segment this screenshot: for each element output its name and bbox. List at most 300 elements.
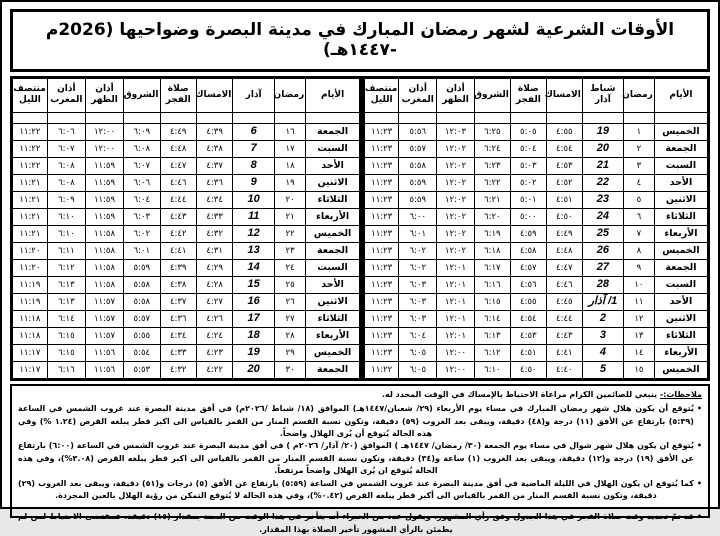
dhuhr-cell: ١١:٥٧ — [85, 327, 123, 344]
fajr-cell: ٤:٥٦ — [510, 276, 546, 293]
midnight-cell: ١١:٢٣ — [365, 191, 399, 208]
maghrib-cell: ٦:٠٢ — [399, 259, 437, 276]
dhuhr-cell: ١٢:٠٠ — [85, 123, 123, 140]
maghrib-cell: ٥:٥٩ — [399, 174, 437, 191]
table-row — [365, 293, 708, 310]
maghrib-cell: ٦:٠٢ — [399, 242, 437, 259]
maghrib-cell: ٦:٠٨ — [47, 157, 85, 174]
midnight-cell: ١١:٢٣ — [365, 242, 399, 259]
fajr-cell: ٤:٣٩ — [160, 259, 196, 276]
maghrib-cell: ٦:١٢ — [47, 259, 85, 276]
gregorian-date-cell: 19 — [233, 344, 275, 361]
bullet-icon: • — [696, 404, 702, 414]
page-title — [10, 9, 710, 72]
spacer-cell — [365, 112, 399, 123]
table-row — [365, 259, 708, 276]
header-row — [365, 78, 708, 112]
dhuhr-cell: ١٢:٠٠ — [437, 344, 475, 361]
fajr-cell: ٤:٥٧ — [510, 259, 546, 276]
maghrib-cell: ٦:٠٤ — [399, 327, 437, 344]
table-row — [365, 123, 708, 140]
table-row — [13, 157, 360, 174]
day-cell: الأحد — [306, 276, 360, 293]
dhuhr-cell: ١٢:٠٢ — [437, 191, 475, 208]
sunrise-cell: ٦:٠٧ — [124, 157, 160, 174]
gregorian-date-cell: 8 — [233, 157, 275, 174]
maghrib-cell: ٦:١١ — [47, 242, 85, 259]
ramadan-day-cell: ٢٦ — [274, 293, 305, 310]
midnight-cell: ١١:٢١ — [13, 225, 48, 242]
sunrise-cell: ٦:١٩ — [474, 225, 510, 242]
sunrise-cell: ٦:٠٢ — [124, 225, 160, 242]
column-header: رمضان — [623, 78, 654, 112]
imsak-cell: ٤:٤١ — [546, 344, 582, 361]
midnight-cell: ١١:٢٣ — [365, 276, 399, 293]
midnight-cell: ١١:٢٣ — [365, 157, 399, 174]
fajr-cell: ٤:٤٣ — [160, 208, 196, 225]
ramadan-day-cell: ١٠ — [623, 276, 654, 293]
ramadan-day-cell: ٢١ — [274, 208, 305, 225]
midnight-cell: ١١:١٩ — [13, 293, 48, 310]
imsak-cell: ٤:٤٤ — [546, 310, 582, 327]
dhuhr-cell: ١١:٥٨ — [85, 225, 123, 242]
dhuhr-cell: ١٢:٠١ — [437, 259, 475, 276]
maghrib-cell: ٦:٠٥ — [399, 361, 437, 378]
maghrib-cell: ٥:٥٦ — [399, 123, 437, 140]
ramadan-day-cell: ٥ — [623, 191, 654, 208]
fajr-cell: ٥:٠٢ — [510, 174, 546, 191]
midnight-cell: ١١:٢٣ — [365, 293, 399, 310]
table-left-half — [12, 78, 360, 379]
gregorian-date-cell: 14 — [233, 259, 275, 276]
spacer-cell — [437, 112, 475, 123]
column-header: الشروق — [474, 78, 510, 112]
table-row — [13, 276, 360, 293]
imsak-cell: ٤:٣٧ — [196, 157, 232, 174]
dhuhr-cell: ١١:٥٨ — [85, 259, 123, 276]
ramadan-day-cell: ٨ — [623, 242, 654, 259]
day-cell: الخميس — [654, 242, 707, 259]
column-header: شباط آذار — [582, 78, 623, 112]
notes-heading — [18, 389, 702, 401]
sunrise-cell: ٦:١٨ — [474, 242, 510, 259]
midnight-cell: ١١:٢٣ — [365, 123, 399, 140]
bullet-icon: • — [696, 441, 702, 451]
sunrise-cell: ٦:١٥ — [474, 293, 510, 310]
gregorian-date-cell: 23 — [582, 191, 623, 208]
sunrise-cell: ٥:٥٥ — [124, 327, 160, 344]
spacer-cell — [274, 112, 305, 123]
sunrise-cell: ٥:٥٧ — [124, 310, 160, 327]
fajr-cell: ٥:٠٣ — [510, 157, 546, 174]
dhuhr-cell: ١١:٥٩ — [85, 174, 123, 191]
dhuhr-cell: ١٢:٠٠ — [85, 140, 123, 157]
column-header: صلاة الفجر — [160, 78, 196, 112]
table-row — [365, 208, 708, 225]
dhuhr-cell: ١١:٥٦ — [85, 344, 123, 361]
spacer-cell — [85, 112, 123, 123]
day-cell: الخميس — [306, 225, 360, 242]
maghrib-cell: ٦:٠٠ — [399, 208, 437, 225]
maghrib-cell: ٦:٠٣ — [399, 293, 437, 310]
note-item — [18, 440, 702, 477]
spacer-cell — [399, 112, 437, 123]
table-row — [13, 293, 360, 310]
ramadan-day-cell: ١٤ — [623, 344, 654, 361]
ramadan-day-cell: ١٨ — [274, 157, 305, 174]
sunrise-cell: ٦:١٣ — [474, 327, 510, 344]
ramadan-day-cell: ٤ — [623, 174, 654, 191]
gregorian-date-cell: 13 — [233, 242, 275, 259]
gregorian-date-cell: 20 — [582, 140, 623, 157]
midnight-cell: ١١:٢٠ — [13, 259, 48, 276]
midnight-cell: ١١:٢٠ — [13, 242, 48, 259]
imsak-cell: ٤:٢٩ — [196, 259, 232, 276]
table-row — [13, 327, 360, 344]
sunrise-cell: ٦:١٠ — [474, 361, 510, 378]
imsak-cell: ٤:٣٦ — [196, 174, 232, 191]
column-header: آذار — [233, 78, 275, 112]
maghrib-cell: ٦:١٤ — [47, 310, 85, 327]
maghrib-cell: ٥:٥٧ — [399, 140, 437, 157]
spacer-cell — [306, 112, 360, 123]
table-row — [13, 344, 360, 361]
table-row — [13, 361, 360, 378]
day-cell: الاثنين — [654, 191, 707, 208]
column-header: منتصف الليل — [365, 78, 399, 112]
spacer-cell — [47, 112, 85, 123]
day-cell: الجمعة — [306, 361, 360, 378]
midnight-cell: ١١:١٩ — [13, 276, 48, 293]
day-cell: الأحد — [654, 174, 707, 191]
day-cell: الاثنين — [654, 310, 707, 327]
column-header: الامساك — [196, 78, 232, 112]
table-row — [13, 259, 360, 276]
table-row — [365, 344, 708, 361]
sunrise-cell: ٥:٥٨ — [124, 276, 160, 293]
spacer-cell — [623, 112, 654, 123]
ramadan-day-cell: ١٢ — [623, 310, 654, 327]
imsak-cell: ٤:٥٤ — [546, 140, 582, 157]
sunrise-cell: ٥:٥٤ — [124, 344, 160, 361]
fajr-cell: ٥:٠٤ — [510, 140, 546, 157]
midnight-cell: ١١:٢٣ — [365, 327, 399, 344]
page-title-text: الأوقات الشرعية لشهر رمضان المبارك في مدينة البصرة وضواحيها (2026م -١٤٤٧هـ) — [45, 20, 675, 61]
fajr-cell: ٤:٥٠ — [510, 361, 546, 378]
imsak-cell: ٤:٣٤ — [196, 191, 232, 208]
ramadan-day-cell: ١٥ — [623, 361, 654, 378]
midnight-cell: ١١:٢٢ — [13, 140, 48, 157]
ramadan-day-cell: ٦ — [623, 208, 654, 225]
imsak-cell: ٤:٥٣ — [546, 157, 582, 174]
midnight-cell: ١١:٢٣ — [365, 310, 399, 327]
midnight-cell: ١١:٢١ — [13, 208, 48, 225]
column-header: أذان المغرب — [399, 78, 437, 112]
gregorian-date-cell: 12 — [233, 225, 275, 242]
sunrise-cell: ٦:٢٠ — [474, 208, 510, 225]
midnight-cell: ١١:١٧ — [13, 344, 48, 361]
sunrise-cell: ٦:١٦ — [474, 276, 510, 293]
maghrib-cell: ٥:٥٨ — [399, 157, 437, 174]
gregorian-date-cell: 1/ آذار — [582, 293, 623, 310]
imsak-cell: ٤:٥٥ — [546, 123, 582, 140]
gregorian-date-cell: 25 — [582, 225, 623, 242]
ramadan-day-cell: ٢٥ — [274, 276, 305, 293]
sunrise-cell: ٦:٠٩ — [124, 123, 160, 140]
imsak-cell: ٤:٤٦ — [546, 276, 582, 293]
imsak-cell: ٤:٢٨ — [196, 276, 232, 293]
fajr-cell: ٤:٥٤ — [510, 310, 546, 327]
maghrib-cell: ٦:١٣ — [47, 293, 85, 310]
sunrise-cell: ٦:١٧ — [474, 259, 510, 276]
column-header: منتصف الليل — [13, 78, 48, 112]
imsak-cell: ٤:٤٥ — [546, 293, 582, 310]
fajr-cell: ٤:٥٩ — [510, 225, 546, 242]
midnight-cell: ١١:١٧ — [13, 361, 48, 378]
sunrise-cell: ٥:٥٩ — [124, 259, 160, 276]
sunrise-cell: ٦:٢٢ — [474, 174, 510, 191]
maghrib-cell: ٦:١٦ — [47, 361, 85, 378]
gregorian-date-cell: 26 — [582, 242, 623, 259]
midnight-cell: ١١:٢٣ — [365, 259, 399, 276]
gregorian-date-cell: 19 — [582, 123, 623, 140]
sunrise-cell: ٦:١٢ — [474, 344, 510, 361]
dhuhr-cell: ١٢:٠٢ — [437, 174, 475, 191]
gregorian-date-cell: 28 — [582, 276, 623, 293]
fajr-cell: ٤:٥٥ — [510, 293, 546, 310]
notes-intro: ينبغي للصائمين الكرام مراعاة الاحتياط بالإمساك في الوقت المحدد له. — [382, 389, 658, 399]
dhuhr-cell: ١٢:٠٠ — [437, 361, 475, 378]
fajr-cell: ٤:٤٨ — [160, 140, 196, 157]
dhuhr-cell: ١٢:٠٢ — [437, 140, 475, 157]
fajr-cell: ٤:٥٨ — [510, 242, 546, 259]
note-text: قد تمّ تحديد وقت صلاة الفجر في هذا الجدول وفق رأي المشهور، ويقول عدد من الخبراء أنه يتأخر في هذا الوقت من السنة بمقدار (١٥) دقيقة، فمقتضى الاحتياط لمن لم يطمئن بالرأي المشهور تأخير الصلاة بهذا المقدار. — [18, 512, 694, 534]
sunrise-cell: ٥:٥٣ — [124, 361, 160, 378]
midnight-cell: ١١:١٨ — [13, 310, 48, 327]
day-cell: الأربعاء — [306, 208, 360, 225]
day-cell: الأحد — [306, 157, 360, 174]
maghrib-cell: ٦:١٥ — [47, 344, 85, 361]
table-row — [365, 242, 708, 259]
day-cell: الأربعاء — [654, 344, 707, 361]
day-cell: الجمعة — [306, 123, 360, 140]
sunrise-cell: ٦:٠٨ — [124, 140, 160, 157]
imsak-cell: ٤:٢٤ — [196, 327, 232, 344]
imsak-cell: ٤:٥٢ — [546, 174, 582, 191]
ramadan-day-cell: ٧ — [623, 225, 654, 242]
ramadan-day-cell: ١ — [623, 123, 654, 140]
gregorian-date-cell: 4 — [582, 344, 623, 361]
gregorian-date-cell: 24 — [582, 208, 623, 225]
day-cell: السبت — [306, 140, 360, 157]
midnight-cell: ١١:٢٣ — [365, 344, 399, 361]
fajr-cell: ٤:٤٢ — [160, 225, 196, 242]
day-cell: السبت — [654, 157, 707, 174]
fajr-cell: ٥:٠٥ — [510, 123, 546, 140]
day-cell: الخميس — [306, 344, 360, 361]
table-right-half — [360, 78, 708, 379]
table-row — [13, 242, 360, 259]
spacer-cell — [546, 112, 582, 123]
imsak-cell: ٤:٣٢ — [196, 225, 232, 242]
day-cell: الثلاثاء — [654, 327, 707, 344]
table-row — [365, 191, 708, 208]
notes-label: ملاحظات:- — [659, 389, 702, 399]
gregorian-date-cell: 20 — [233, 361, 275, 378]
maghrib-cell: ٦:٠٩ — [47, 191, 85, 208]
fajr-cell: ٤:٥٣ — [510, 327, 546, 344]
column-header: الشروق — [124, 78, 160, 112]
imsak-cell: ٤:٥١ — [546, 191, 582, 208]
dhuhr-cell: ١١:٥٨ — [85, 276, 123, 293]
table-row — [365, 174, 708, 191]
column-header: الأيام — [306, 78, 360, 112]
fajr-cell: ٥:٠٠ — [510, 208, 546, 225]
day-cell: السبت — [306, 259, 360, 276]
fajr-cell: ٤:٣٦ — [160, 310, 196, 327]
dhuhr-cell: ١٢:٠٣ — [437, 123, 475, 140]
fajr-cell: ٤:٥١ — [510, 344, 546, 361]
fajr-cell: ٤:٣٢ — [160, 361, 196, 378]
midnight-cell: ١١:٢٣ — [365, 174, 399, 191]
day-cell: الثلاثاء — [306, 191, 360, 208]
day-cell: الأحد — [654, 293, 707, 310]
spacer-cell — [160, 112, 196, 123]
table-row — [365, 276, 708, 293]
gregorian-date-cell: 15 — [233, 276, 275, 293]
table-row — [365, 310, 708, 327]
sunrise-cell: ٦:٢١ — [474, 191, 510, 208]
table-row — [13, 123, 360, 140]
spacer-cell — [510, 112, 546, 123]
ramadan-day-cell: ١٦ — [274, 123, 305, 140]
notes-section — [10, 384, 710, 534]
maghrib-cell: ٦:١٠ — [47, 208, 85, 225]
ramadan-day-cell: ٢٢ — [274, 225, 305, 242]
midnight-cell: ١١:٢٢ — [13, 123, 48, 140]
midnight-cell: ١١:١٨ — [13, 327, 48, 344]
imsak-cell: ٤:٢٦ — [196, 310, 232, 327]
gregorian-date-cell: 17 — [233, 310, 275, 327]
dhuhr-cell: ١٢:٠١ — [437, 327, 475, 344]
gregorian-date-cell: 21 — [582, 157, 623, 174]
table-row — [13, 174, 360, 191]
ramadan-day-cell: ١٧ — [274, 140, 305, 157]
table-row — [13, 310, 360, 327]
gregorian-date-cell: 27 — [582, 259, 623, 276]
table-row — [13, 208, 360, 225]
gregorian-date-cell: 16 — [233, 293, 275, 310]
bullet-icon: • — [696, 512, 702, 522]
dhuhr-cell: ١١:٥٩ — [85, 191, 123, 208]
dhuhr-cell: ١١:٥٧ — [85, 310, 123, 327]
spacer-row — [13, 112, 360, 123]
dhuhr-cell: ١٢:٠٢ — [437, 242, 475, 259]
maghrib-cell: ٦:٠١ — [399, 225, 437, 242]
gregorian-date-cell: 18 — [233, 327, 275, 344]
midnight-cell: ١١:٢٣ — [365, 140, 399, 157]
column-header: رمضان — [274, 78, 305, 112]
maghrib-cell: ٦:٠٣ — [399, 310, 437, 327]
column-header: الامساك — [546, 78, 582, 112]
dhuhr-cell: ١١:٥٦ — [85, 361, 123, 378]
ramadan-day-cell: ٣٠ — [274, 361, 305, 378]
day-cell: الجمعة — [306, 242, 360, 259]
day-cell: الخميس — [654, 123, 707, 140]
maghrib-cell: ٦:١٠ — [47, 225, 85, 242]
gregorian-date-cell: 5 — [582, 361, 623, 378]
imsak-cell: ٤:٥٠ — [546, 208, 582, 225]
note-text: كما يُتوقع ان يكون الهلال في الليلة الماضية في أفق مدينة البصرة عند غروب الشمس في الساعة (٥:٥٩) بارتفاع عن الأفق (٥) درجات و(٥١) دقيقة، ويبقى بعد الغروب (٢٩) دقيقة، وتكون نسبة القسم المنار من القمر بالقياس الى أكبر قطر يبلغه القرص (٠.٤٢%)، وفي هذه الحالة لا يُتوقع التمكن من رؤية الهلال بالعين المجردة. — [18, 478, 694, 500]
sunrise-cell: ٦:٠١ — [124, 242, 160, 259]
day-cell: الجمعة — [654, 259, 707, 276]
table-row — [13, 140, 360, 157]
maghrib-cell: ٦:٠٨ — [47, 174, 85, 191]
table-row — [13, 225, 360, 242]
fajr-cell: ٤:٣٤ — [160, 327, 196, 344]
fajr-cell: ٤:٤٦ — [160, 174, 196, 191]
spacer-cell — [196, 112, 232, 123]
gregorian-date-cell: 11 — [233, 208, 275, 225]
fajr-cell: ٤:٣٨ — [160, 276, 196, 293]
fajr-cell: ٤:٣٣ — [160, 344, 196, 361]
sunrise-cell: ٦:٢٣ — [474, 157, 510, 174]
sunrise-cell: ٦:٠٣ — [124, 208, 160, 225]
dhuhr-cell: ١١:٥٧ — [85, 293, 123, 310]
spacer-cell — [582, 112, 623, 123]
table-row — [365, 140, 708, 157]
sunrise-cell: ٦:٠٦ — [124, 174, 160, 191]
ramadan-day-cell: ١١ — [623, 293, 654, 310]
midnight-cell: ١١:٢١ — [13, 174, 48, 191]
imsak-cell: ٤:٤٧ — [546, 259, 582, 276]
day-cell: الاثنين — [306, 293, 360, 310]
ramadan-day-cell: ٢٠ — [274, 191, 305, 208]
day-cell: الجمعة — [654, 140, 707, 157]
table-row — [365, 157, 708, 174]
midnight-cell: ١١:٢٢ — [365, 361, 399, 378]
header-row — [13, 78, 360, 112]
spacer-cell — [13, 112, 48, 123]
day-cell: السبت — [654, 276, 707, 293]
spacer-cell — [654, 112, 707, 123]
note-item — [18, 403, 702, 440]
imsak-cell: ٤:٢٧ — [196, 293, 232, 310]
note-text: يُتوقع ان يكون هلال شهر شوال في مساء يوم الجمعة (٣٠/ رمضان/ ١٤٤٧هـ ) الموافق (٢٠/ آذار/ ٢٠٢٦م ) في أفق مدينة البصرة عند غروب الشمس في الساعة (٦:٠٠) بارتفاع عن الأفق (١٩) درجة و(١٢) دقيقة، ويبقى بعد الغروب (١) ساعة و(٣٤) دقيقة، وتكون نسبة القسم المنار من القمر بالقياس الى اكبر قطر يبلغه القرص (٣.٠٨%)، وفي هذه الحالة يُتوقع ان يُرى الهلال واضحاً مرتفعاً. — [18, 441, 694, 476]
imsak-cell: ٤:٤٠ — [546, 361, 582, 378]
maghrib-cell: ٥:٥٩ — [399, 191, 437, 208]
table-row — [365, 361, 708, 378]
spacer-cell — [233, 112, 275, 123]
maghrib-cell: ٦:٠٥ — [399, 344, 437, 361]
gregorian-date-cell: 3 — [582, 327, 623, 344]
dhuhr-cell: ١٢:٠١ — [437, 293, 475, 310]
note-item — [18, 478, 702, 503]
imsak-cell: ٤:٤٩ — [546, 225, 582, 242]
fajr-cell: ٤:٣٧ — [160, 293, 196, 310]
imsak-cell: ٤:٢٢ — [196, 361, 232, 378]
maghrib-cell: ٦:١٣ — [47, 276, 85, 293]
prayer-table-days-16-30 — [12, 78, 360, 379]
sunrise-cell: ٦:٠٤ — [124, 191, 160, 208]
imsak-cell: ٤:٣١ — [196, 242, 232, 259]
dhuhr-cell: ١٢:٠٢ — [437, 157, 475, 174]
sunrise-cell: ٦:٢٤ — [474, 140, 510, 157]
dhuhr-cell: ١٢:٠٢ — [437, 208, 475, 225]
maghrib-cell: ٦:٠٣ — [399, 276, 437, 293]
gregorian-date-cell: 6 — [233, 123, 275, 140]
sunrise-cell: ٦:١٤ — [474, 310, 510, 327]
